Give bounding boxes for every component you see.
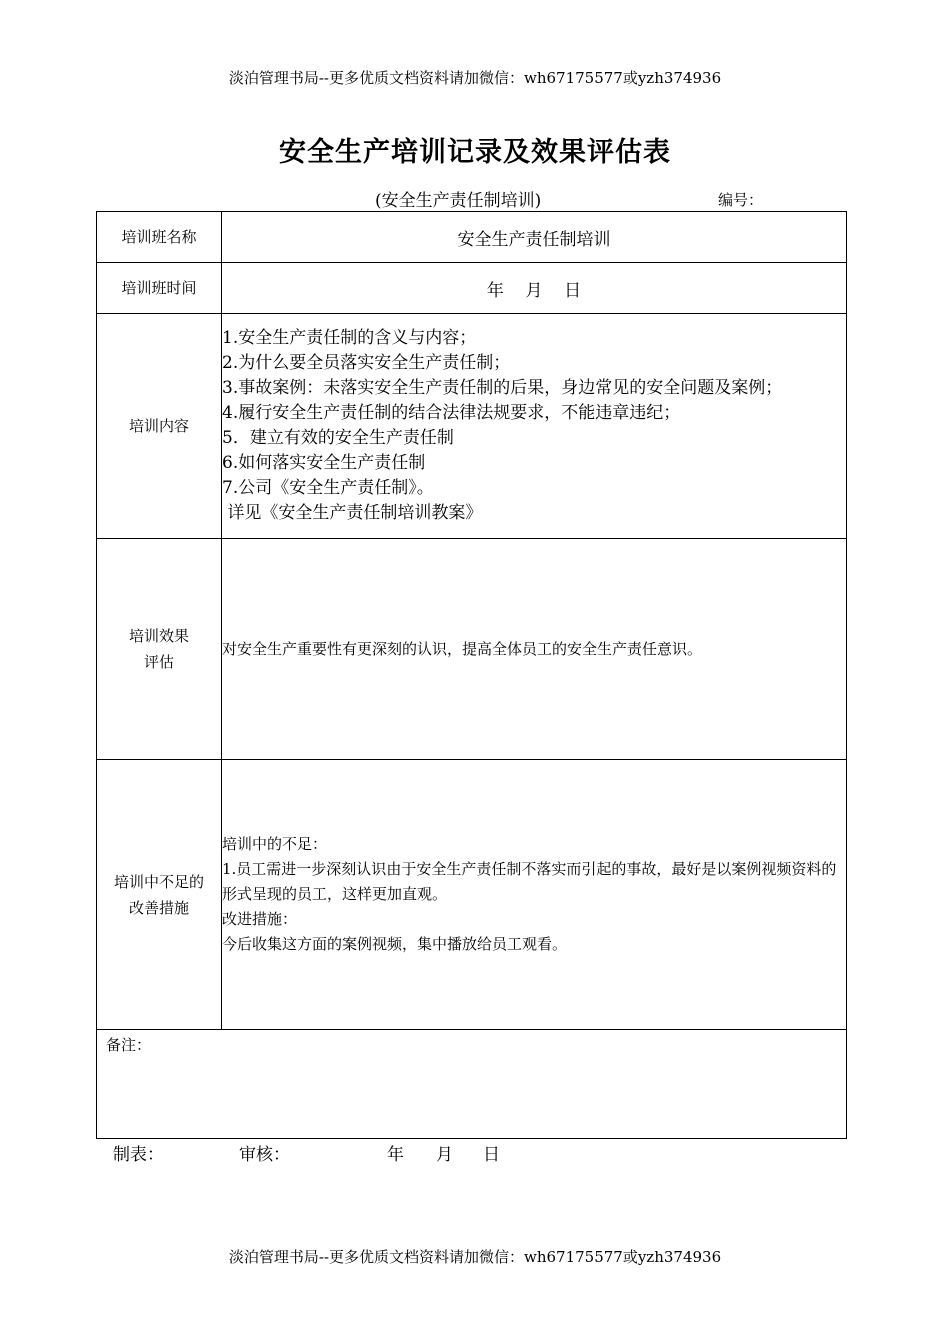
effect-label-line2: 评估 — [143, 653, 174, 671]
class-time-label: 培训班时间 — [97, 263, 222, 314]
content-item: 3.事故案例：未落实安全生产责任制的后果，身边常见的安全问题及案例； — [222, 378, 783, 398]
improve-line: 改进措施： — [222, 910, 298, 928]
class-name-label: 培训班名称 — [97, 212, 222, 263]
row-effect — [97, 539, 847, 760]
content-item: 详见《安全生产责任制培训教案》 — [222, 503, 483, 523]
date-year-label: 年 — [387, 1145, 404, 1165]
content-item: 4.履行安全生产责任制的结合法律法规要求，不能违章违纪； — [222, 403, 681, 423]
improve-label — [97, 760, 222, 1030]
content-list — [222, 314, 847, 539]
subtitle: (安全生产责任制培训) — [375, 191, 542, 211]
improve-line: 1.员工需进一步深刻认识由于安全生产责任制不落实而引起的事故，最好是以案例视频资料的形式呈现的员工，这样更加直观。 — [222, 860, 837, 903]
serial-number-label: 编号： — [718, 191, 764, 209]
prepared-by-label: 制表： — [113, 1145, 164, 1165]
row-improve — [97, 760, 847, 1030]
content-item: 6.如何落实安全生产责任制 — [222, 453, 426, 473]
content-item: 5．建立有效的安全生产责任制 — [222, 428, 454, 448]
row-class-time — [97, 263, 847, 314]
class-time-value: 年 月 日 — [222, 263, 847, 314]
class-name-value: 安全生产责任制培训 — [222, 212, 847, 263]
improve-label-line1: 培训中不足的 — [113, 872, 204, 891]
improve-content — [222, 760, 847, 1030]
content-item: 1.安全生产责任制的含义与内容； — [222, 328, 477, 348]
date-month-label: 月 — [436, 1145, 453, 1165]
footer-note: 淡泊管理书局--更多优质文档资料请加微信：wh67175577或yzh374936 — [228, 1248, 722, 1266]
content-item: 2.为什么要全员落实安全生产责任制； — [222, 353, 511, 373]
effect-label-line1: 培训效果 — [128, 627, 189, 645]
effect-value: 对安全生产重要性有更深刻的认识，提高全体员工的安全生产责任意识。 — [222, 539, 847, 760]
improve-label-line2: 改善措施 — [128, 898, 189, 917]
improve-line: 今后收集这方面的案例视频，集中播放给员工观看。 — [222, 935, 568, 953]
content-label: 培训内容 — [97, 314, 222, 539]
date-day-label: 日 — [483, 1145, 500, 1165]
row-class-name — [97, 212, 847, 263]
reviewed-by-label: 审核： — [239, 1145, 290, 1165]
page-title: 安全生产培训记录及效果评估表 — [279, 137, 671, 168]
row-content — [97, 314, 847, 539]
remark-label: 备注： — [106, 1036, 152, 1054]
header-note: 淡泊管理书局--更多优质文档资料请加微信：wh67175577或yzh374936 — [228, 69, 722, 87]
remark-cell — [97, 1030, 847, 1139]
row-remark — [97, 1030, 847, 1139]
effect-label — [97, 539, 222, 760]
content-item: 7.公司《安全生产责任制》。 — [222, 478, 434, 498]
training-record-form — [96, 211, 847, 1139]
improve-line: 培训中的不足： — [222, 835, 328, 853]
